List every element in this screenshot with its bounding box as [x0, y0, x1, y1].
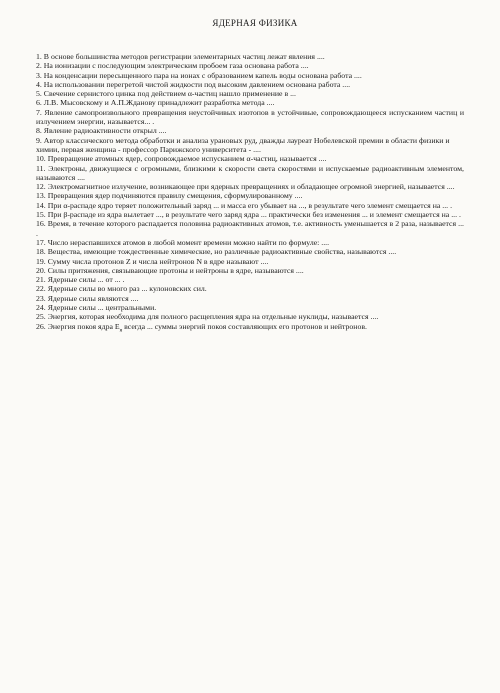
question-5: 5. Свечение сернистого цинка под действием α-частиц нашло применение в ... — [36, 89, 296, 99]
question-14: 14. При α-распаде ядро теряет положительный заряд ... и масса его убывает на ..., в результате чего элемент смещается на ... . — [36, 200, 453, 210]
question-23: 23. Ядерные силы являются .... — [36, 293, 139, 303]
question-15: 15. При β-распаде из ядра вылетает ..., в результате чего заряд ядра ... практически без изменения ... и элемент смещается на ... . — [36, 210, 461, 220]
question-list — [36, 52, 464, 334]
question-26-start: 26. Энергия покоя ядра E — [36, 321, 120, 331]
question-3: 3. На конденсации пересыщенного пара на ионах с образованием капель воды основана работа .... — [36, 70, 362, 80]
question-20: 20. Силы притяжения, связывающие протоны и нейтроны в ядре, называются .... — [36, 265, 304, 275]
question-17: 17. Число нераспавшихся атомов в любой момент времени можно найти по формуле: .... — [36, 237, 330, 247]
question-21: 21. Ядерные силы ... от ... . — [36, 275, 125, 285]
question-19: 19. Сумму числа протонов Z и числа нейтронов N в ядре называют .... — [36, 256, 269, 266]
question-26 — [36, 321, 464, 334]
question-12: 12. Электромагнитное излучение, возникающее при ядерных превращениях и обладающее огромной энергией, называется .... — [36, 182, 455, 192]
question-22: 22. Ядерные силы во много раз ... кулоновских сил. — [36, 284, 207, 294]
question-11: 11. Электроны, движущиеся с огромными, близкими к скорости света скоростями и испускаемые радиоактивным элементом, называются .... — [36, 163, 464, 182]
question-4: 4. На использовании перегретой чистой жидкости под высоким давлением основана работа .... — [36, 79, 351, 89]
question-2: 2. На ионизации с последующим электрическим пробоем газа основана работа .... — [36, 61, 309, 71]
question-13: 13. Превращения ядер подчиняются правилу смещения, сформулированному .... — [36, 191, 303, 201]
question-24: 24. Ядерные силы ... центральными. — [36, 303, 157, 313]
question-18: 18. Вещества, имеющие тождественные химические, но различные радиоактивные свойства, называются .... — [36, 247, 397, 257]
question-9: 9. Автор классического метода обработки и анализа урановых руд, дважды лауреат Нобелевской премии в области физики и химии, первая женщина - профессор Парижского университета - .... — [36, 135, 450, 154]
question-7: 7. Явление самопроизвольного превращения неустойчивых изотопов в устойчивые, сопровождающееся испусканием частиц и излучением энергии, называется... . — [36, 107, 464, 127]
question-26-end: всегда ... суммы энергий покоя составляющих его протонов и нейтронов. — [124, 321, 367, 331]
question-8: 8. Явление радиоактивности открыл .... — [36, 126, 167, 136]
question-6: 6. Л.В. Мысовскому и А.П.Жданову принадлежит разработка метода .... — [36, 98, 275, 108]
rest-energy-subscript: я — [119, 327, 123, 334]
question-1: 1. В основе большинства методов регистрации элементарных частиц лежат явления .... — [36, 52, 325, 61]
page-title: ЯДЕРНАЯ ФИЗИКА — [212, 18, 298, 28]
question-16: 16. Время, в течение которого распадается половина радиоактивных атомов, т.е. активность уменьшается в 2 раза, называется ... . — [36, 219, 464, 238]
question-10: 10. Превращение атомных ядер, сопровождаемое испусканием α-частиц, называется .... — [36, 154, 327, 164]
question-25: 25. Энергия, которая необходима для полного расщепления ядра на отдельные нуклиды, называется .... — [36, 312, 379, 322]
